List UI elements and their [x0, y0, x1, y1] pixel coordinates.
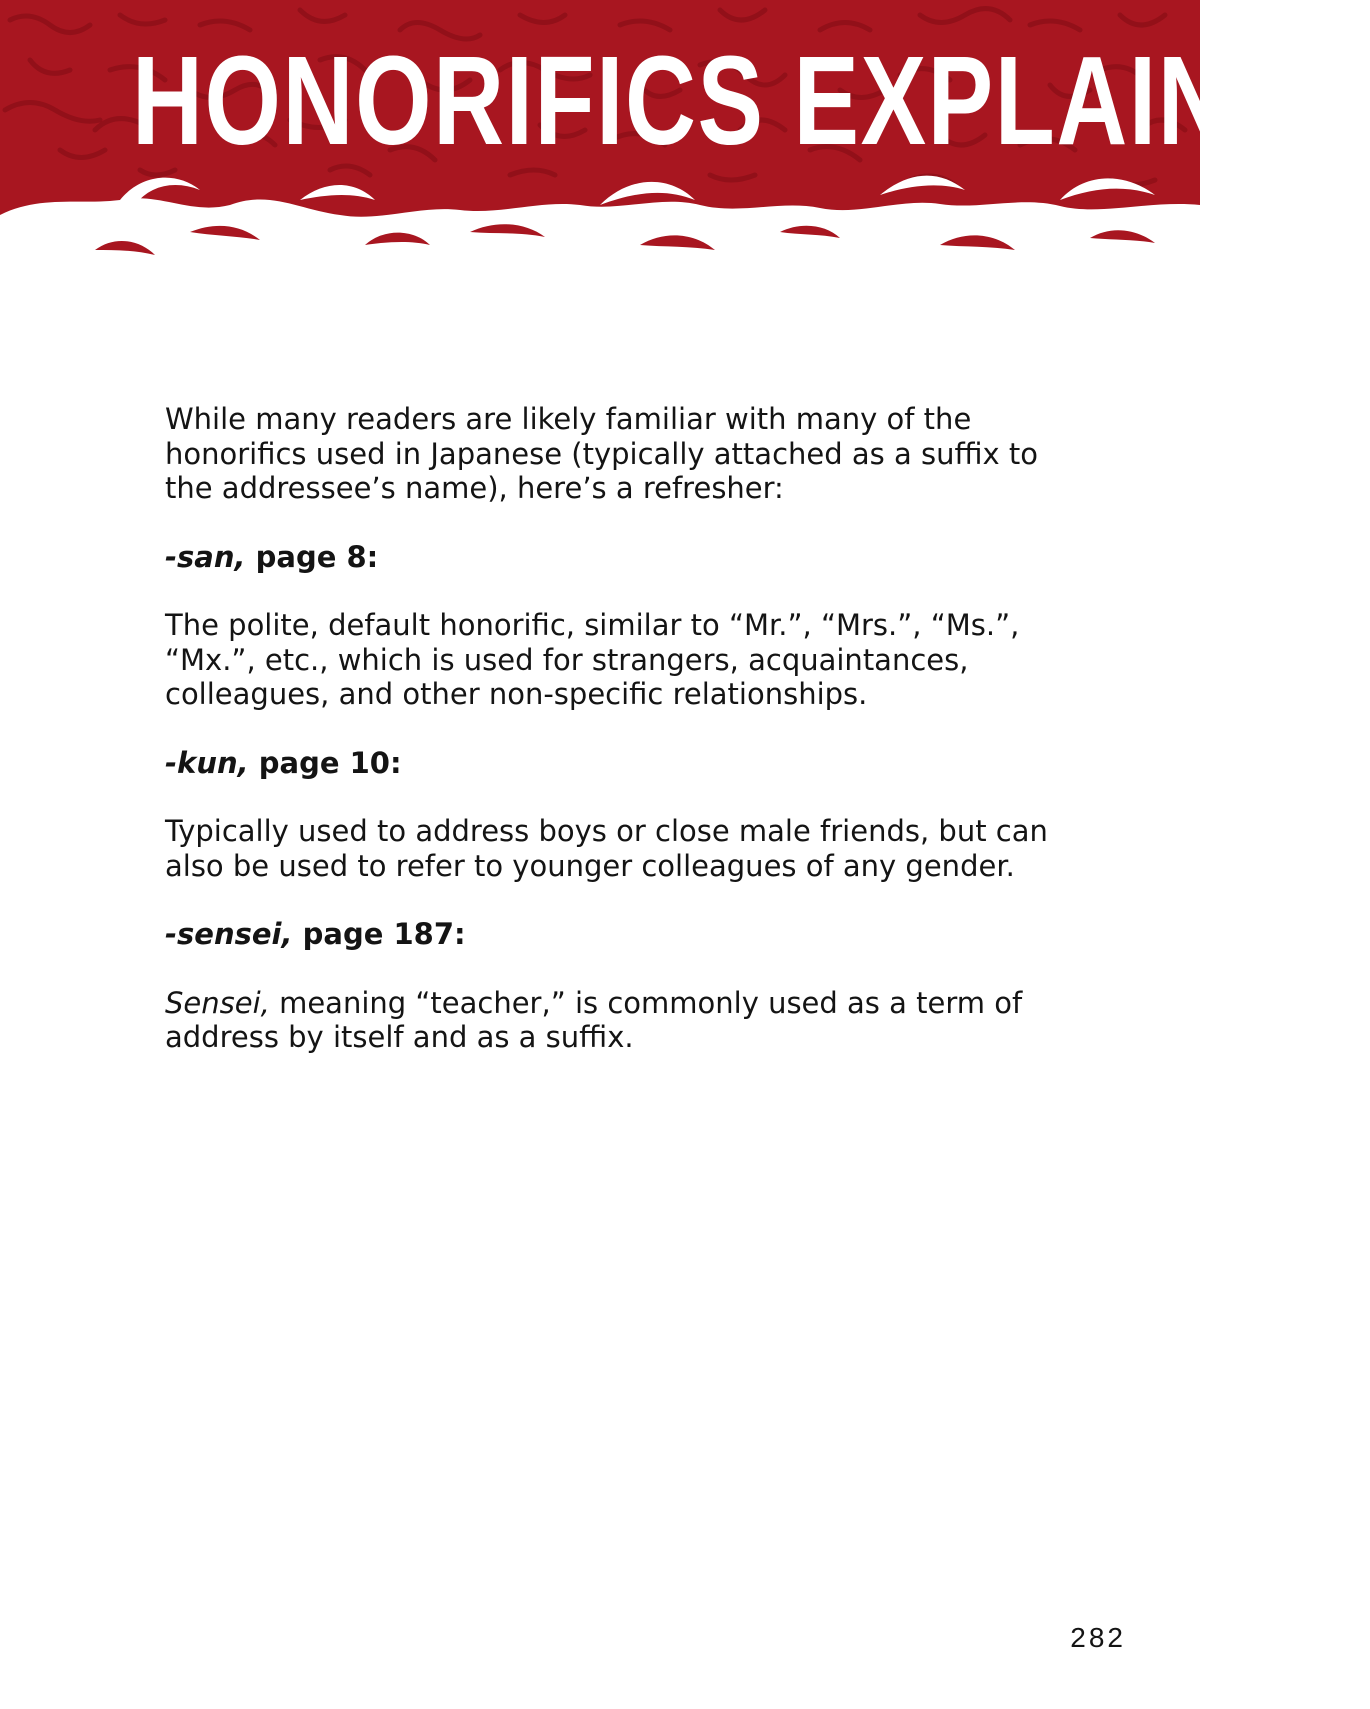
- entry-heading-sensei: [165, 917, 1090, 952]
- entry-term: -sensei,: [165, 917, 293, 951]
- entry-page-ref: page 187:: [302, 917, 466, 951]
- header-banner: [0, 0, 1370, 285]
- entry-heading-san: [165, 540, 1090, 575]
- entry-description-kun: Typically used to address boys or close male friends, but can also be used to refer to younger colleagues of any gender.: [165, 814, 1048, 883]
- entry-description-sensei: [165, 986, 1090, 1055]
- entry-description-text: meaning “teacher,” is commonly used as a term of address by itself and as a suffix.: [165, 985, 1023, 1054]
- entry-description-san: The polite, default honorific, similar to “Mr.”, “Mrs.”, “Ms.”, “Mx.”, etc., which is used for strangers, acquaintances, colleagues, and other non-specific relationships.: [165, 608, 1020, 711]
- page-number: 282: [1070, 1622, 1126, 1653]
- entry-heading-kun: [165, 746, 1090, 781]
- entry-page-ref: page 10:: [258, 745, 402, 780]
- entry-term: -kun,: [165, 745, 249, 780]
- page-title: HONORIFICS EXPLAINED: [132, 30, 1370, 171]
- entry-term: -san,: [165, 539, 246, 574]
- honorifics-content: [165, 402, 1090, 1055]
- intro-paragraph: While many readers are likely familiar with many of the honorifics used in Japanese (typically attached as a suffix to the addressee’s name), here’s a refresher:: [165, 402, 1038, 505]
- entry-description-term: Sensei,: [165, 985, 270, 1020]
- entry-page-ref: page 8:: [255, 539, 379, 574]
